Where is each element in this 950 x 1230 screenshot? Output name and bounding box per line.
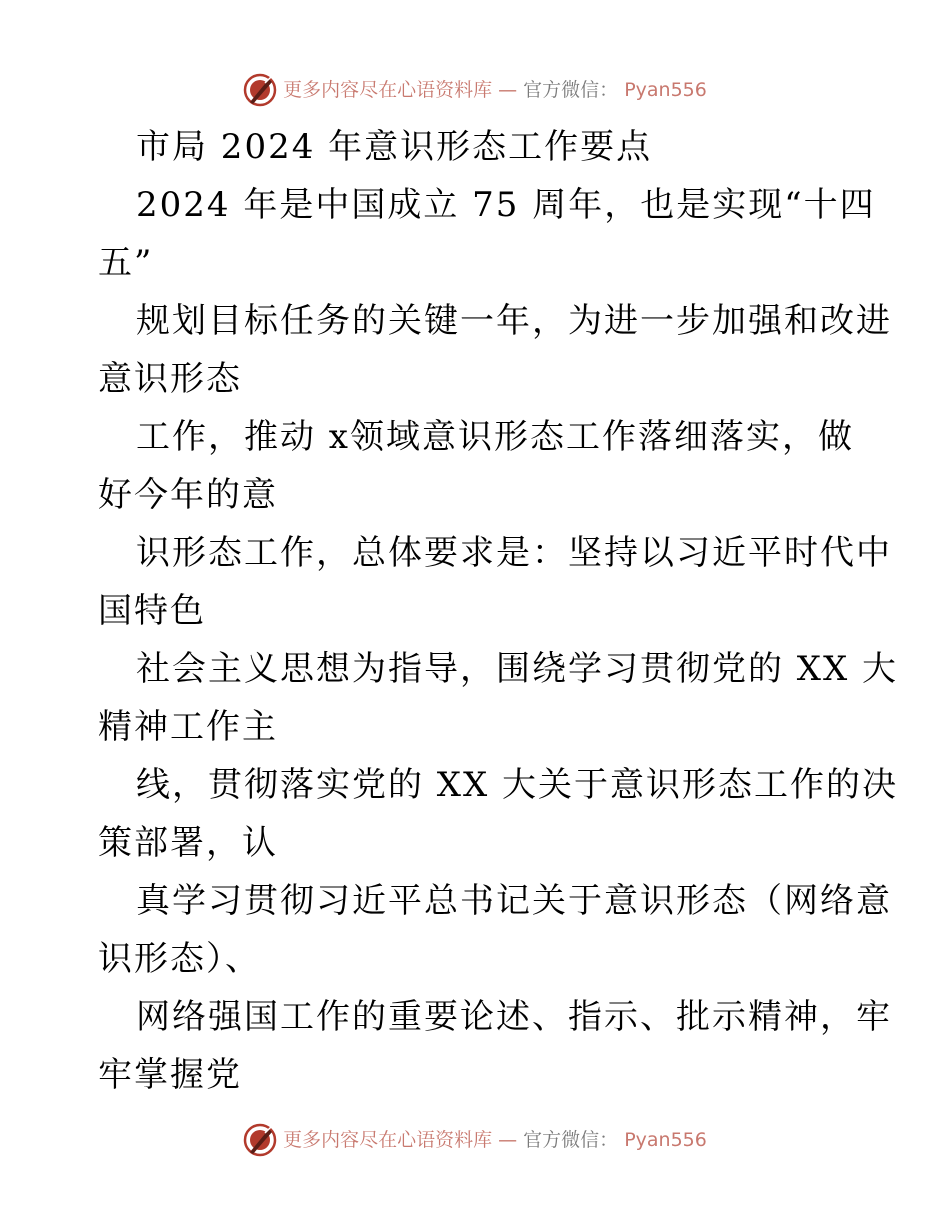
banner-title: 更多内容尽在心语资料库	[283, 78, 493, 101]
text-line: 精神工作主	[98, 707, 278, 747]
text-line: 线，贯彻落实党的 XX 大关于意识形态工作的决	[136, 765, 899, 805]
text-line: 规划目标任务的关键一年，为进一步加强和改进	[136, 301, 892, 341]
text-line: 牢掌握党	[98, 1055, 242, 1095]
text-line: 意识形态	[98, 359, 242, 399]
banner-wechat-handle: Pyan556	[624, 78, 707, 101]
text-line: 2024 年是中国成立 75 周年，也是实现“十四	[136, 185, 876, 225]
text-line: 国特色	[98, 591, 206, 631]
document-title: 市局 2024 年意识形态工作要点	[136, 127, 653, 167]
footer-banner	[0, 1120, 950, 1160]
banner-wechat-label: 官方微信：	[523, 78, 619, 101]
document-body	[98, 118, 899, 1104]
banner-separator: —	[498, 78, 518, 101]
banner-separator: —	[498, 1128, 518, 1151]
text-line: 真学习贯彻习近平总书记关于意识形态（网络意	[136, 881, 892, 921]
text-line: 策部署，认	[98, 823, 278, 863]
text-line: 识形态工作，总体要求是：坚持以习近平时代中	[136, 533, 892, 573]
banner-title: 更多内容尽在心语资料库	[283, 1128, 493, 1151]
text-line: 工作，推动 x领域意识形态工作落细落实，做	[136, 417, 854, 457]
text-line: 五”	[98, 243, 154, 283]
banner-wechat-label: 官方微信：	[523, 1128, 619, 1151]
text-line: 网络强国工作的重要论述、指示、批示精神，牢	[136, 997, 892, 1037]
text-line: 好今年的意	[98, 475, 278, 515]
quill-pen-icon	[243, 73, 277, 107]
quill-pen-icon	[243, 1123, 277, 1157]
text-line: 社会主义思想为指导，围绕学习贯彻党的 XX 大	[136, 649, 899, 689]
text-line: 识形态）、	[98, 939, 261, 979]
header-banner	[0, 70, 950, 110]
banner-wechat-handle: Pyan556	[624, 1128, 707, 1151]
